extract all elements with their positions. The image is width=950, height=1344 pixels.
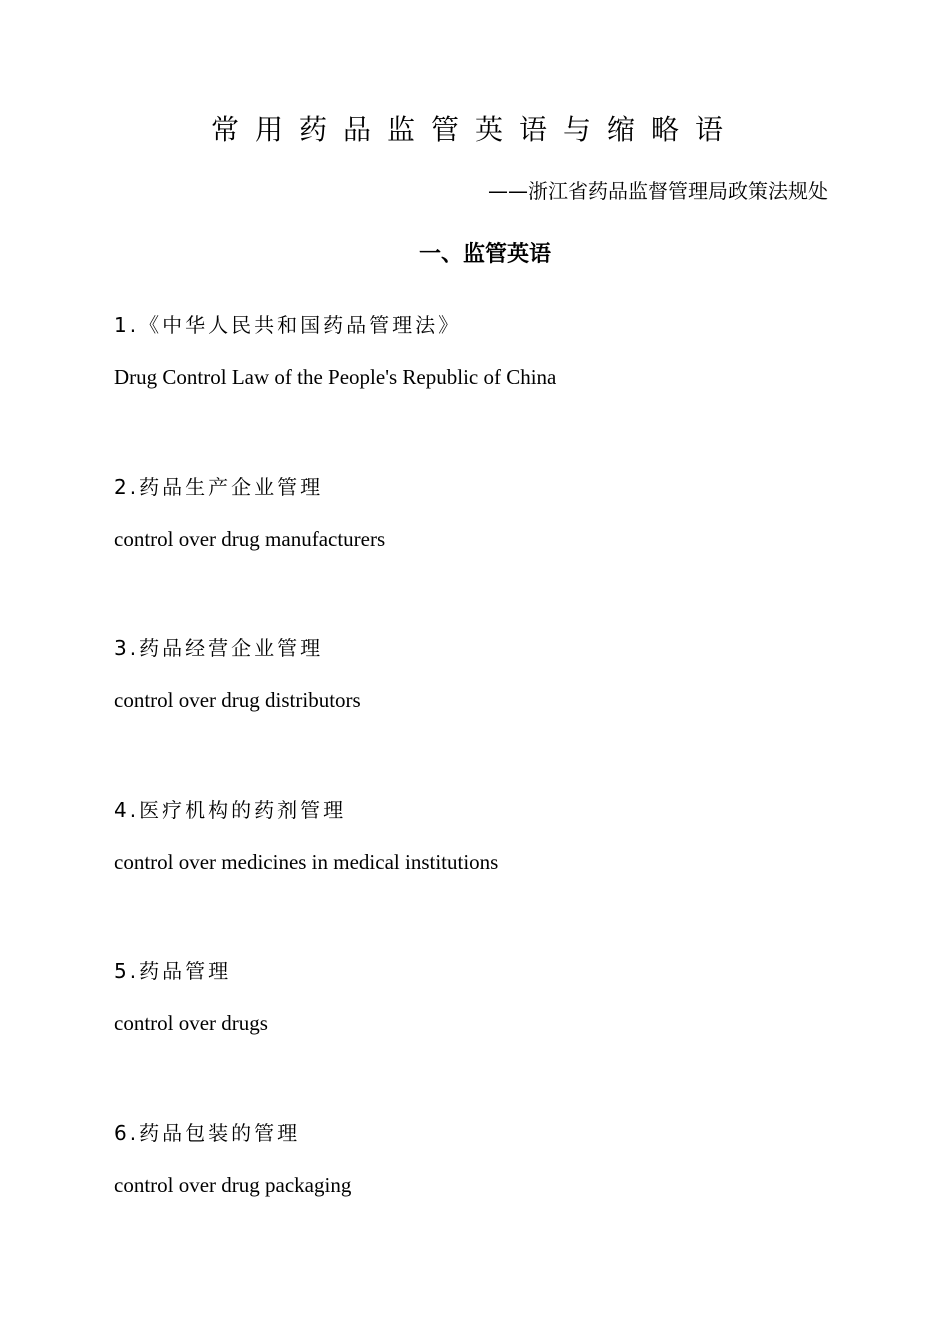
term-entry (114, 310, 874, 472)
term-list (114, 310, 874, 1280)
term-entry (114, 795, 874, 957)
term-entry (114, 472, 874, 634)
term-entry (114, 1118, 874, 1280)
document-title: 常用药品监管英语与缩略语 (210, 113, 739, 146)
term-chinese: 3.药品经营企业管理 (114, 636, 324, 661)
term-english: Drug Control Law of the People's Republic of China (114, 365, 557, 389)
term-chinese: 1.《中华人民共和国药品管理法》 (114, 313, 462, 337)
term-chinese: 6.药品包装的管理 (114, 1120, 301, 1145)
term-entry (114, 633, 874, 795)
term-english: control over medicines in medical institutions (114, 849, 499, 874)
term-chinese: 5.药品管理 (114, 959, 232, 984)
term-chinese: 2.药品生产企业管理 (114, 474, 324, 499)
term-english: control over drug distributors (114, 688, 361, 713)
term-chinese: 4.医疗机构的药剂管理 (114, 797, 347, 822)
term-english: control over drug packaging (114, 1172, 352, 1197)
section-heading: 一、监管英语 (418, 242, 551, 267)
document-subtitle: ——浙江省药品监督管理局政策法规处 (488, 179, 828, 203)
term-english: control over drug manufacturers (114, 526, 386, 551)
term-entry (114, 956, 874, 1118)
term-english: control over drugs (114, 1011, 268, 1036)
